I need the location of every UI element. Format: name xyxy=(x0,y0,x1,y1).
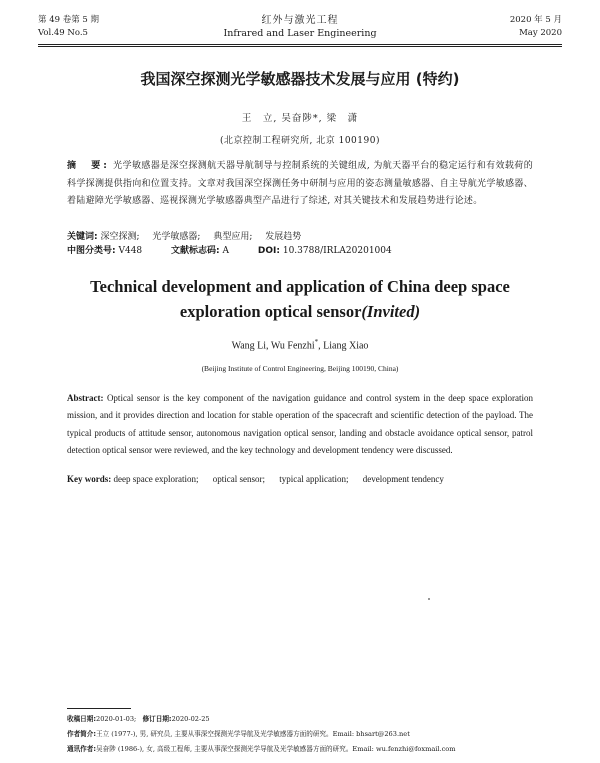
cn-keyword: 深空探测; xyxy=(100,232,140,242)
doc-code-value: A xyxy=(222,246,230,256)
corresponding-mark: * xyxy=(314,338,319,346)
corresponding-label: 通讯作者: xyxy=(67,745,97,753)
issue-date-cn: 2020 年 5 月 xyxy=(509,15,562,25)
doi-label: DOI: xyxy=(257,246,280,256)
volume-en: Vol.49 No.5 xyxy=(38,28,88,38)
cn-keyword: 发展趋势 xyxy=(265,232,302,242)
cn-title: 我国深空探测光学敏感器技术发展与应用 (特约) xyxy=(140,70,460,88)
cn-abstract xyxy=(67,158,533,211)
footnote-rule xyxy=(67,708,131,709)
author-bio-text: 王立 (1977-), 男, 研究员, 主要从事深空探测光学导航及光学敏感器方面的研究。Email: bhsart@263.net xyxy=(96,730,410,738)
en-keywords-label: Key words: xyxy=(67,474,112,484)
en-title-line2: exploration optical sensor xyxy=(179,302,362,321)
en-title xyxy=(0,274,600,324)
scan-speck xyxy=(428,598,430,600)
en-abstract xyxy=(67,390,533,459)
journal-name xyxy=(38,14,562,40)
footnote-corresponding xyxy=(67,744,537,754)
cn-keyword: 光学敏感器; xyxy=(152,232,201,242)
en-keyword: optical sensor; xyxy=(212,474,265,484)
journal-name-cn: 红外与激光工程 xyxy=(261,15,339,26)
revised-label: 修订日期: xyxy=(142,715,172,723)
cn-classification xyxy=(67,244,533,258)
en-title-line1: Technical development and application of China deep space xyxy=(90,277,510,296)
en-affiliation: (Beijing Institute of Control Engineering, Beijing 100190, China) xyxy=(201,364,399,373)
cn-abstract-text: 光学敏感器是深空探测航天器导航制导与控制系统的关键组成, 为航天器平台的稳定运行和有效载荷的科学探测提供指向和位置支持。文章对我国深空探测任务中研制与应用的姿态测量敏感器、自主导航光学敏感器、着陆避障光学敏感器、巡视探测光学敏感器典型产品进行了综述, 对其关键技术和发展趋势进行论述。 xyxy=(67,161,533,207)
issue-date xyxy=(510,14,562,40)
header-rule-top xyxy=(38,44,562,45)
en-keyword: typical application; xyxy=(279,474,349,484)
en-abstract-text: Optical sensor is the key component of the navigation guidance and control system in the deep space exploration mission, and it provides direction and location for stable operation of the spacecraft and scientific detection of the payload. The typical products of attitude sensor, autonomous navigation optical sensor, landing and obstacle avoidance optical sensor, patrol detection optical sensor were reviewed, and the key technology and development tendency were discussed. xyxy=(67,393,534,455)
en-keyword: development tendency xyxy=(362,474,444,484)
header-rule-bottom xyxy=(38,46,562,47)
en-authors-tail: , Liang Xiao xyxy=(318,340,369,352)
footnote-dates xyxy=(67,714,537,724)
clc-value: V448 xyxy=(118,246,143,256)
running-header xyxy=(38,14,562,44)
cn-authors: 王 立, 吴奋陟*, 梁 潇 xyxy=(241,113,359,124)
en-abstract-label: Abstract: xyxy=(67,393,104,403)
received-label: 收稿日期: xyxy=(67,715,97,723)
author-bio-label: 作者简介: xyxy=(67,730,97,738)
cn-abstract-label: 摘 要: xyxy=(67,161,110,171)
revised-date: 2020-02-25 xyxy=(171,715,210,723)
en-keywords xyxy=(67,472,533,486)
en-title-invited: (Invited) xyxy=(361,302,421,321)
cn-keywords-label: 关键词: xyxy=(67,232,98,242)
en-authors-main: Wang Li, Wu Fenzhi xyxy=(231,340,315,352)
clc-label: 中图分类号: xyxy=(67,246,116,256)
en-keyword: deep space exploration; xyxy=(113,474,199,484)
corresponding-text: 吴奋陟 (1986-), 女, 高级工程师, 主要从事深空探测光学导航及光学敏感器方面的研究。Email: wu.fenzhi@foxmail.com xyxy=(96,745,456,753)
cn-keywords xyxy=(67,230,533,244)
doi-value: 10.3788/IRLA20201004 xyxy=(282,246,392,256)
footnote-author-bio xyxy=(67,729,537,739)
cn-keyword: 典型应用; xyxy=(213,232,253,242)
journal-name-en: Infrared and Laser Engineering xyxy=(223,28,377,39)
volume-cn: 第 49 卷第 5 期 xyxy=(38,15,100,25)
doc-code-label: 文献标志码: xyxy=(171,246,220,256)
en-authors xyxy=(0,338,600,351)
cn-affiliation: (北京控制工程研究所, 北京 100190) xyxy=(220,136,380,146)
received-date: 2020-01-03; xyxy=(96,715,137,723)
issue-date-en: May 2020 xyxy=(519,28,562,38)
